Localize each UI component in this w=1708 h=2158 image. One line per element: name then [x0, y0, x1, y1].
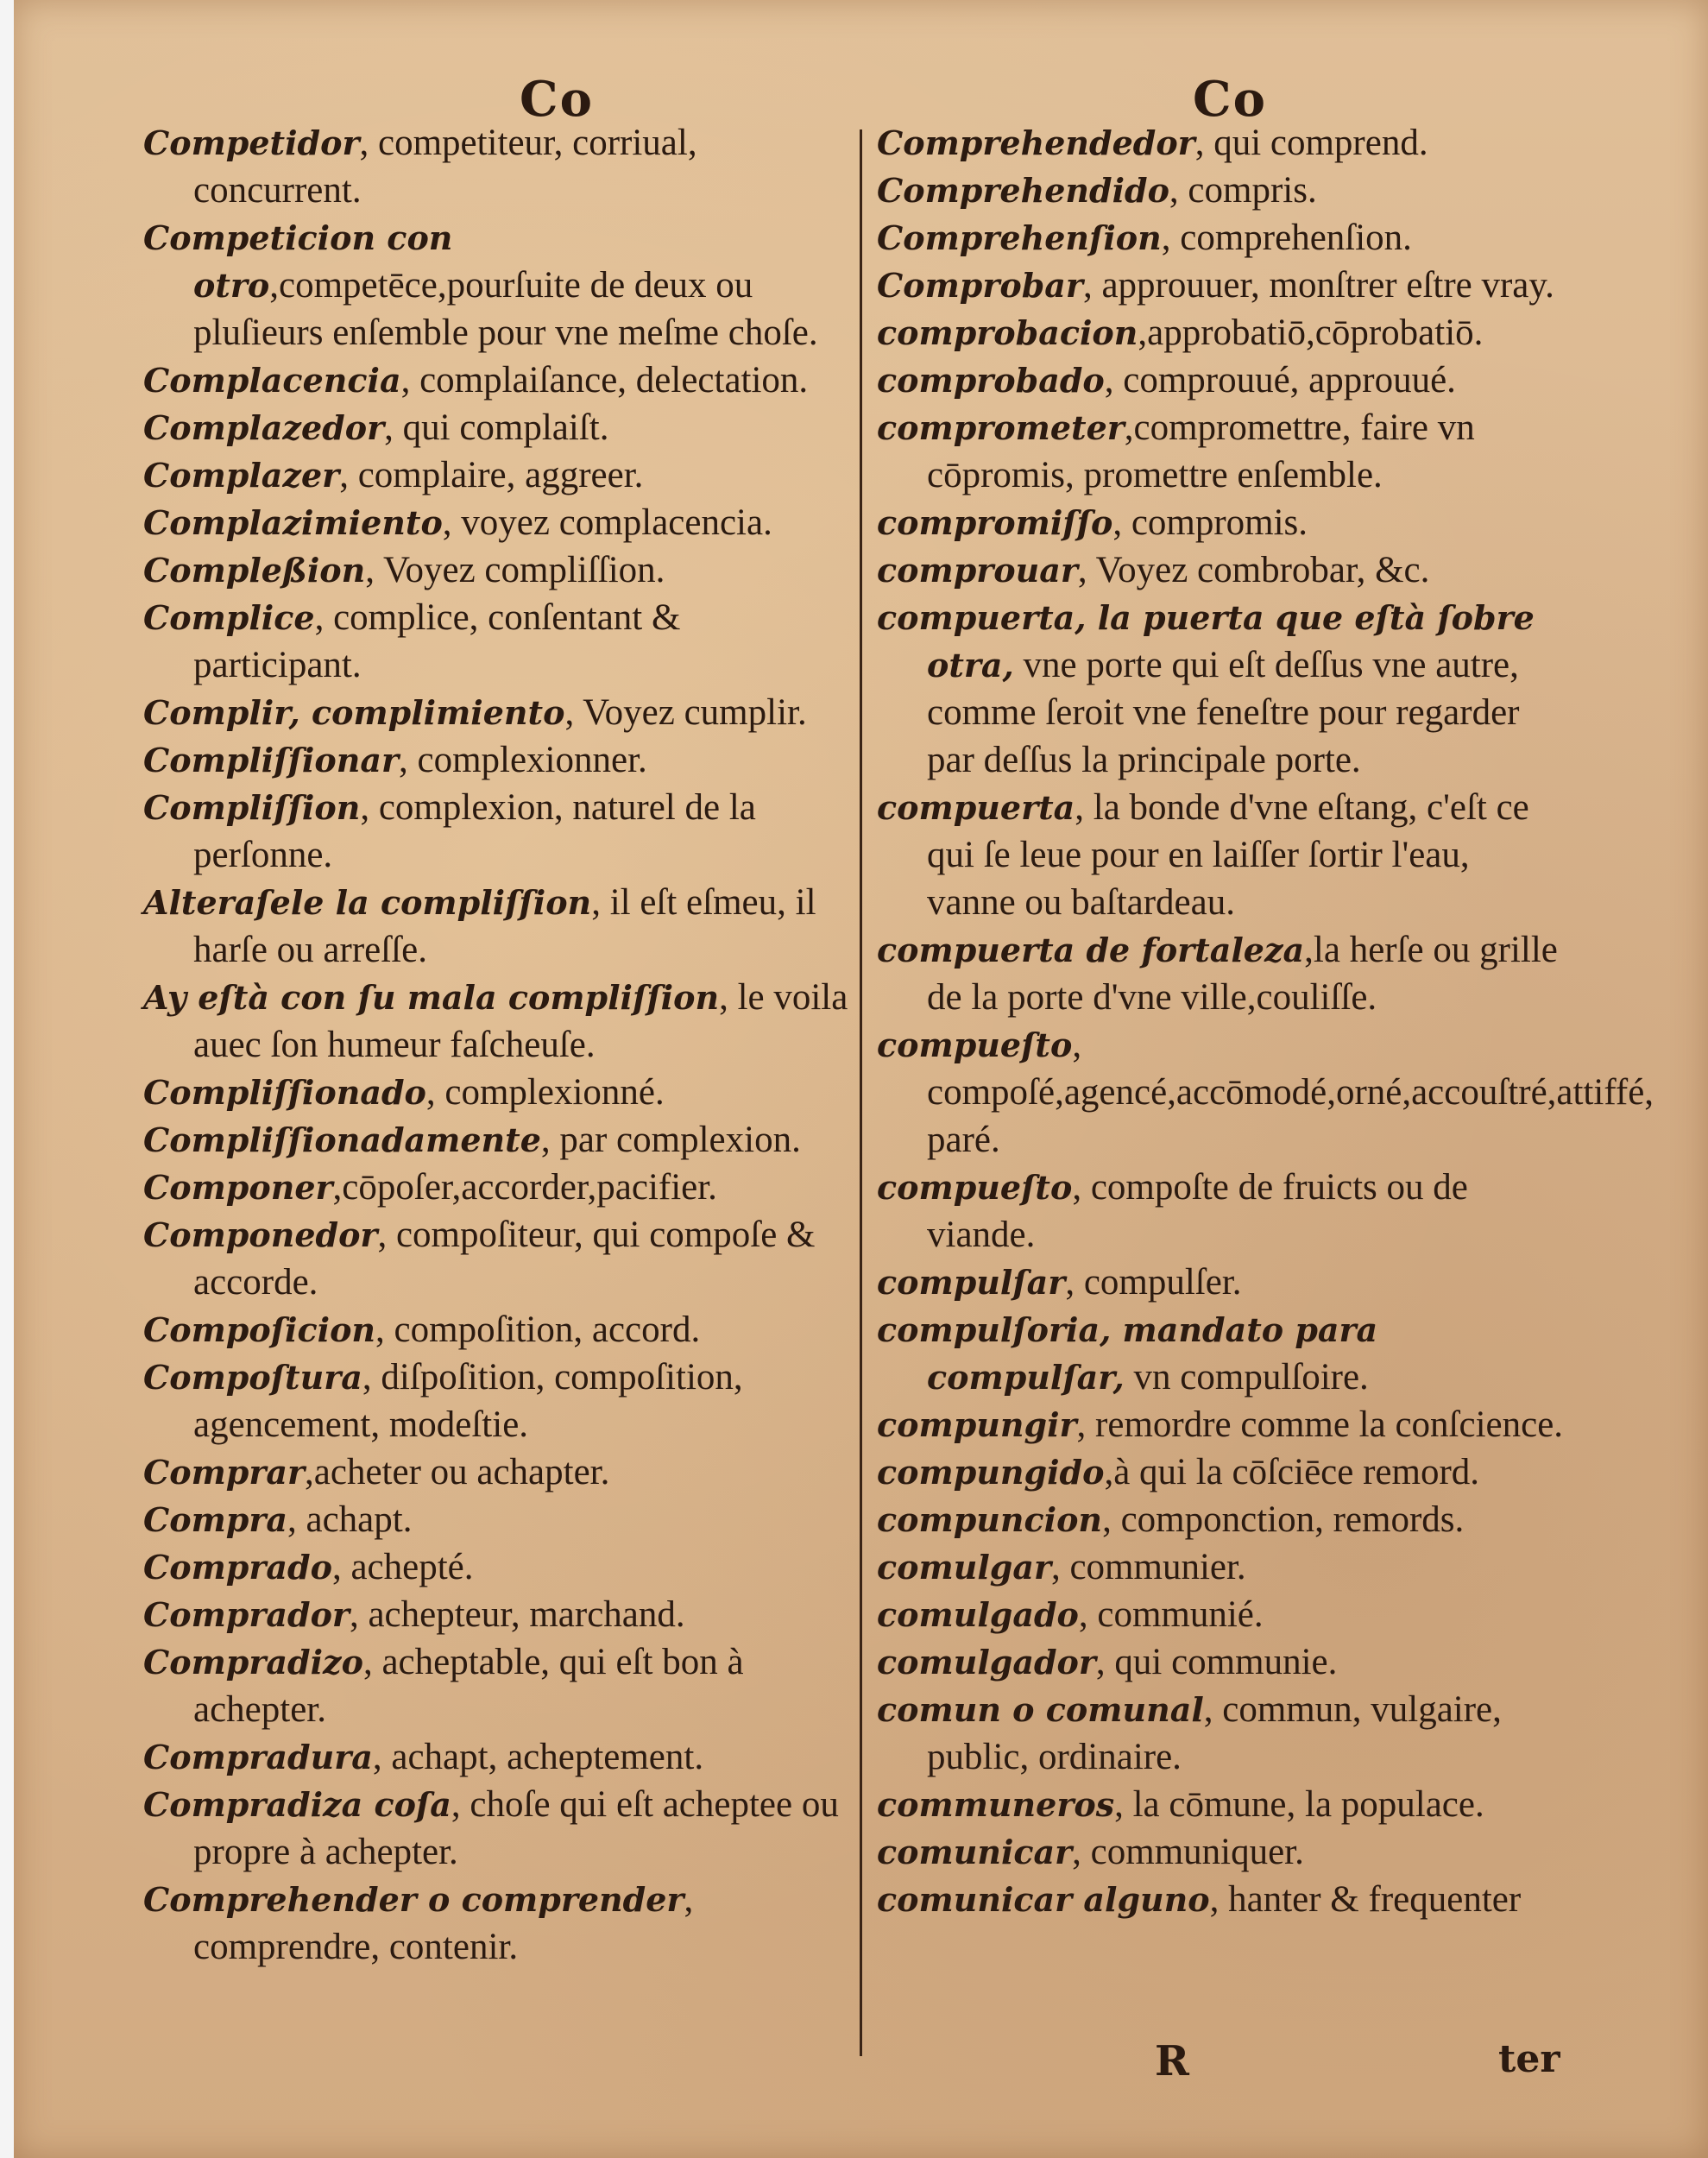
dictionary-page — [14, 0, 1708, 2158]
entry-definition: , par complexion. — [540, 1120, 801, 1160]
dictionary-entry — [143, 1353, 851, 1448]
entry-headword: Comprehenſion — [877, 218, 1162, 257]
entry-headword: Compradizo — [143, 1643, 363, 1682]
entry-definition: , achepté. — [331, 1547, 474, 1587]
dictionary-entry — [877, 1021, 1654, 1164]
column-divider — [860, 129, 862, 2056]
dictionary-entry — [877, 1591, 1567, 1638]
entry-definition: ,acheter ou achapter. — [305, 1452, 610, 1492]
entry-definition: , comprehenſion. — [1161, 218, 1412, 258]
dictionary-entry — [877, 262, 1567, 309]
dictionary-entry — [143, 119, 851, 214]
entry-headword: comprouar — [877, 551, 1078, 590]
dictionary-entry — [143, 1638, 851, 1733]
entry-definition: , qui communie. — [1095, 1642, 1338, 1682]
entry-headword: comprometer — [877, 408, 1125, 447]
entry-definition: , complexionné. — [425, 1072, 665, 1113]
dictionary-entry — [143, 1781, 851, 1876]
entry-definition: , communiquer. — [1072, 1832, 1304, 1872]
entry-headword: Competidor — [143, 123, 360, 162]
entry-headword: compulſoria, mandato para compulſar, — [877, 1310, 1378, 1397]
dictionary-entry — [877, 404, 1567, 499]
entry-definition: ,approbatiō,cōprobatiō. — [1138, 312, 1484, 353]
entry-definition: , complice, conſentant & participant. — [193, 597, 681, 685]
entry-definition: , competiteur, corriual, concurrent. — [193, 123, 697, 211]
entry-headword: compuerta, la puerta que eſtà ſobre otra, — [877, 598, 1535, 685]
entry-definition: , hanter & frequenter — [1209, 1879, 1522, 1920]
dictionary-entry — [143, 1591, 851, 1638]
entry-headword: comun o comunal — [877, 1690, 1204, 1729]
running-head-left: Co — [520, 71, 594, 128]
entry-definition: , Voyez compliſſion. — [365, 550, 665, 590]
dictionary-entry — [143, 736, 851, 784]
entry-definition: , compris. — [1169, 170, 1317, 211]
dictionary-entry — [143, 1211, 851, 1306]
entry-headword: Compoſtura — [143, 1358, 362, 1397]
dictionary-entry — [143, 689, 851, 736]
entry-definition: , compoſé,agencé,accōmodé,orné,accouſtré,attiffé, paré. — [927, 1025, 1654, 1160]
entry-headword: compuncion — [877, 1500, 1103, 1539]
entry-headword: Comprar — [143, 1453, 306, 1492]
dictionary-entry — [143, 357, 851, 404]
entry-definition: , comprouué, approuué. — [1104, 360, 1456, 401]
entry-headword: Compra — [143, 1500, 288, 1539]
entry-headword: compueſto — [877, 1025, 1073, 1064]
entry-headword: Complice — [143, 598, 315, 637]
entry-definition: , la bonde d'vne eſtang, c'eſt ce qui ſe leue pour en laiſſer ſortir l'eau, vanne ou baſtardeau. — [927, 787, 1529, 923]
entry-definition: , il eſt eſmeu, il harſe ou arreſſe. — [193, 882, 816, 970]
signature-mark: R — [1155, 2037, 1189, 2085]
entry-headword: Componedor — [143, 1215, 378, 1254]
entry-definition: , approuuer, monſtrer eſtre vray. — [1082, 265, 1554, 306]
entry-definition: , la cōmune, la populace. — [1114, 1784, 1484, 1825]
catchword: ter — [1498, 2037, 1560, 2081]
dictionary-entry — [143, 1306, 851, 1353]
entry-headword: Compliſſionadamente — [143, 1120, 541, 1159]
entry-headword: Complazimiento — [143, 503, 443, 542]
entry-headword: Compliſſionado — [143, 1073, 426, 1112]
entry-headword: Complacencia — [143, 361, 401, 400]
entry-definition: ,competēce,pourſuite de deux ou pluſieurs enſemble pour vne meſme choſe. — [193, 265, 818, 353]
dictionary-entry — [877, 1876, 1567, 1923]
dictionary-entry — [877, 1306, 1567, 1401]
dictionary-entry — [143, 404, 851, 451]
entry-definition: ,cōpoſer,accorder,pacifier. — [332, 1167, 717, 1208]
entry-headword: Complir, complimiento — [143, 693, 565, 732]
dictionary-entry — [143, 1543, 851, 1591]
entry-headword: Comprehender o comprender — [143, 1880, 684, 1919]
dictionary-entry — [877, 1401, 1567, 1448]
dictionary-entry — [143, 974, 851, 1069]
entry-headword: communeros — [877, 1785, 1115, 1824]
entry-headword: Compradiza coſa — [143, 1785, 451, 1824]
dictionary-entry — [877, 1259, 1567, 1306]
entry-headword: Compoſicion — [143, 1310, 376, 1349]
dictionary-entry — [877, 1638, 1567, 1686]
entry-headword: Compleßion — [143, 551, 366, 590]
dictionary-entry — [877, 1828, 1567, 1876]
dictionary-entry — [143, 499, 851, 546]
entry-definition: , complexionner. — [398, 740, 647, 780]
dictionary-entry — [877, 499, 1567, 546]
entry-definition: , complaiſance, delectation. — [400, 360, 809, 401]
entry-headword: Complazedor — [143, 408, 385, 447]
dictionary-entry — [143, 1164, 851, 1211]
entry-headword: comprobado — [877, 361, 1105, 400]
dictionary-entry — [877, 214, 1567, 262]
entry-headword: compuerta — [877, 788, 1075, 827]
entry-headword: comprobacion — [877, 313, 1138, 352]
entry-definition: , communié. — [1078, 1594, 1264, 1635]
entry-headword: compuerta de fortaleza — [877, 931, 1305, 969]
entry-headword: compromiſſo — [877, 503, 1113, 542]
entry-definition: , qui complaiſt. — [384, 407, 609, 448]
entry-headword: Competicion con otro — [143, 218, 453, 305]
entry-definition: , communier. — [1050, 1547, 1246, 1587]
entry-headword: Comprador — [143, 1595, 350, 1634]
dictionary-entry — [877, 1686, 1567, 1781]
entry-headword: Compliſſion — [143, 788, 361, 827]
dictionary-entry — [877, 119, 1567, 167]
entry-definition: , voyez complacencia. — [442, 502, 772, 543]
dictionary-entry — [877, 594, 1567, 784]
entry-definition: , choſe qui eſt acheptee ou propre à achepter. — [193, 1784, 839, 1872]
entry-definition: , compoſition, accord. — [375, 1309, 701, 1350]
dictionary-entry — [143, 214, 851, 357]
entry-headword: Comprobar — [877, 266, 1083, 305]
dictionary-entry — [143, 879, 851, 974]
dictionary-entry — [877, 1496, 1567, 1543]
dictionary-entry — [877, 1448, 1567, 1496]
entry-definition: , compoſiteur, qui compoſe & accorde. — [193, 1215, 816, 1303]
running-head-right: Co — [1193, 71, 1267, 128]
entry-definition: , compulſer. — [1065, 1262, 1242, 1303]
dictionary-entry — [877, 546, 1567, 594]
entry-headword: Comprehendedor — [877, 123, 1195, 162]
entry-headword: comulgar — [877, 1548, 1051, 1587]
entry-definition: , acheptable, qui eſt bon à achepter. — [193, 1642, 744, 1730]
dictionary-entry — [143, 546, 851, 594]
entry-headword: comulgador — [877, 1643, 1096, 1682]
dictionary-entry — [143, 594, 851, 689]
entry-definition: , compromis. — [1112, 502, 1308, 543]
dictionary-entry — [143, 1496, 851, 1543]
entry-headword: compungir — [877, 1405, 1077, 1444]
dictionary-entry — [143, 1069, 851, 1116]
entry-definition: , commun, vulgaire, public, ordinaire. — [927, 1689, 1502, 1777]
entry-definition: , le voila auec ſon humeur faſcheuſe. — [193, 977, 848, 1065]
entry-definition: , compoſte de fruicts ou de viande. — [927, 1167, 1468, 1255]
dictionary-entry — [877, 784, 1567, 926]
entry-headword: compulſar — [877, 1263, 1066, 1302]
entry-headword: comunicar alguno — [877, 1880, 1210, 1919]
entry-definition: , complaire, aggreer. — [339, 455, 644, 495]
entry-headword: Alteraſele la compliſſion — [143, 883, 592, 922]
dictionary-entry — [877, 926, 1567, 1021]
left-column — [143, 119, 851, 2053]
entry-definition: , achapt, acheptement. — [372, 1737, 704, 1777]
entry-headword: Componer — [143, 1168, 333, 1207]
entry-headword: Compradura — [143, 1738, 373, 1776]
entry-definition: ,compromettre, faire vn cōpromis, promettre enſemble. — [927, 407, 1475, 495]
right-column — [877, 119, 1654, 2053]
dictionary-entry — [143, 1116, 851, 1164]
entry-definition: , qui comprend. — [1194, 123, 1428, 163]
entry-definition: , Voyez combrobar, &c. — [1077, 550, 1430, 590]
dictionary-entry — [877, 167, 1567, 214]
dictionary-entry — [877, 1781, 1567, 1828]
dictionary-entry — [877, 357, 1567, 404]
dictionary-entry — [143, 1448, 851, 1496]
dictionary-entry — [877, 1164, 1567, 1259]
entry-definition: , comprendre, contenir. — [193, 1879, 694, 1967]
entry-definition: vne porte qui eſt deſſus vne autre, comme ſeroit vne feneſtre pour regarder par deſſus la principale porte. — [927, 645, 1520, 780]
entry-definition: , Voyez cumplir. — [564, 692, 807, 733]
entry-headword: Compliſſionar — [143, 741, 399, 779]
entry-definition: , achepteur, marchand. — [349, 1594, 685, 1635]
entry-definition: vn compulſoire. — [1124, 1357, 1369, 1398]
dictionary-entry — [877, 309, 1567, 357]
entry-headword: Ay eſtà con ſu mala compliſſion — [143, 978, 720, 1017]
entry-definition: , diſpoſition, compoſition, agencement, modeſtie. — [193, 1357, 743, 1445]
entry-headword: Comprado — [143, 1548, 332, 1587]
entry-definition: , achapt. — [287, 1499, 413, 1540]
entry-headword: comulgado — [877, 1595, 1079, 1634]
entry-headword: compueſto — [877, 1168, 1073, 1207]
entry-headword: comunicar — [877, 1833, 1073, 1871]
dictionary-entry — [143, 451, 851, 499]
entry-definition: , remordre comme la conſcience. — [1076, 1404, 1564, 1445]
entry-headword: Complazer — [143, 456, 340, 495]
dictionary-entry — [143, 784, 851, 879]
dictionary-entry — [143, 1876, 851, 1971]
entry-definition: , componction, remords. — [1102, 1499, 1465, 1540]
dictionary-entry — [877, 1543, 1567, 1591]
entry-definition: ,la herſe ou grille de la porte d'vne ville,couliſſe. — [927, 930, 1558, 1018]
entry-headword: Comprehendido — [877, 171, 1169, 210]
entry-headword: compungido — [877, 1453, 1105, 1492]
dictionary-entry — [143, 1733, 851, 1781]
entry-definition: , complexion, naturel de la perſonne. — [193, 787, 756, 875]
entry-definition: ,à qui la cōſciēce remord. — [1104, 1452, 1480, 1492]
